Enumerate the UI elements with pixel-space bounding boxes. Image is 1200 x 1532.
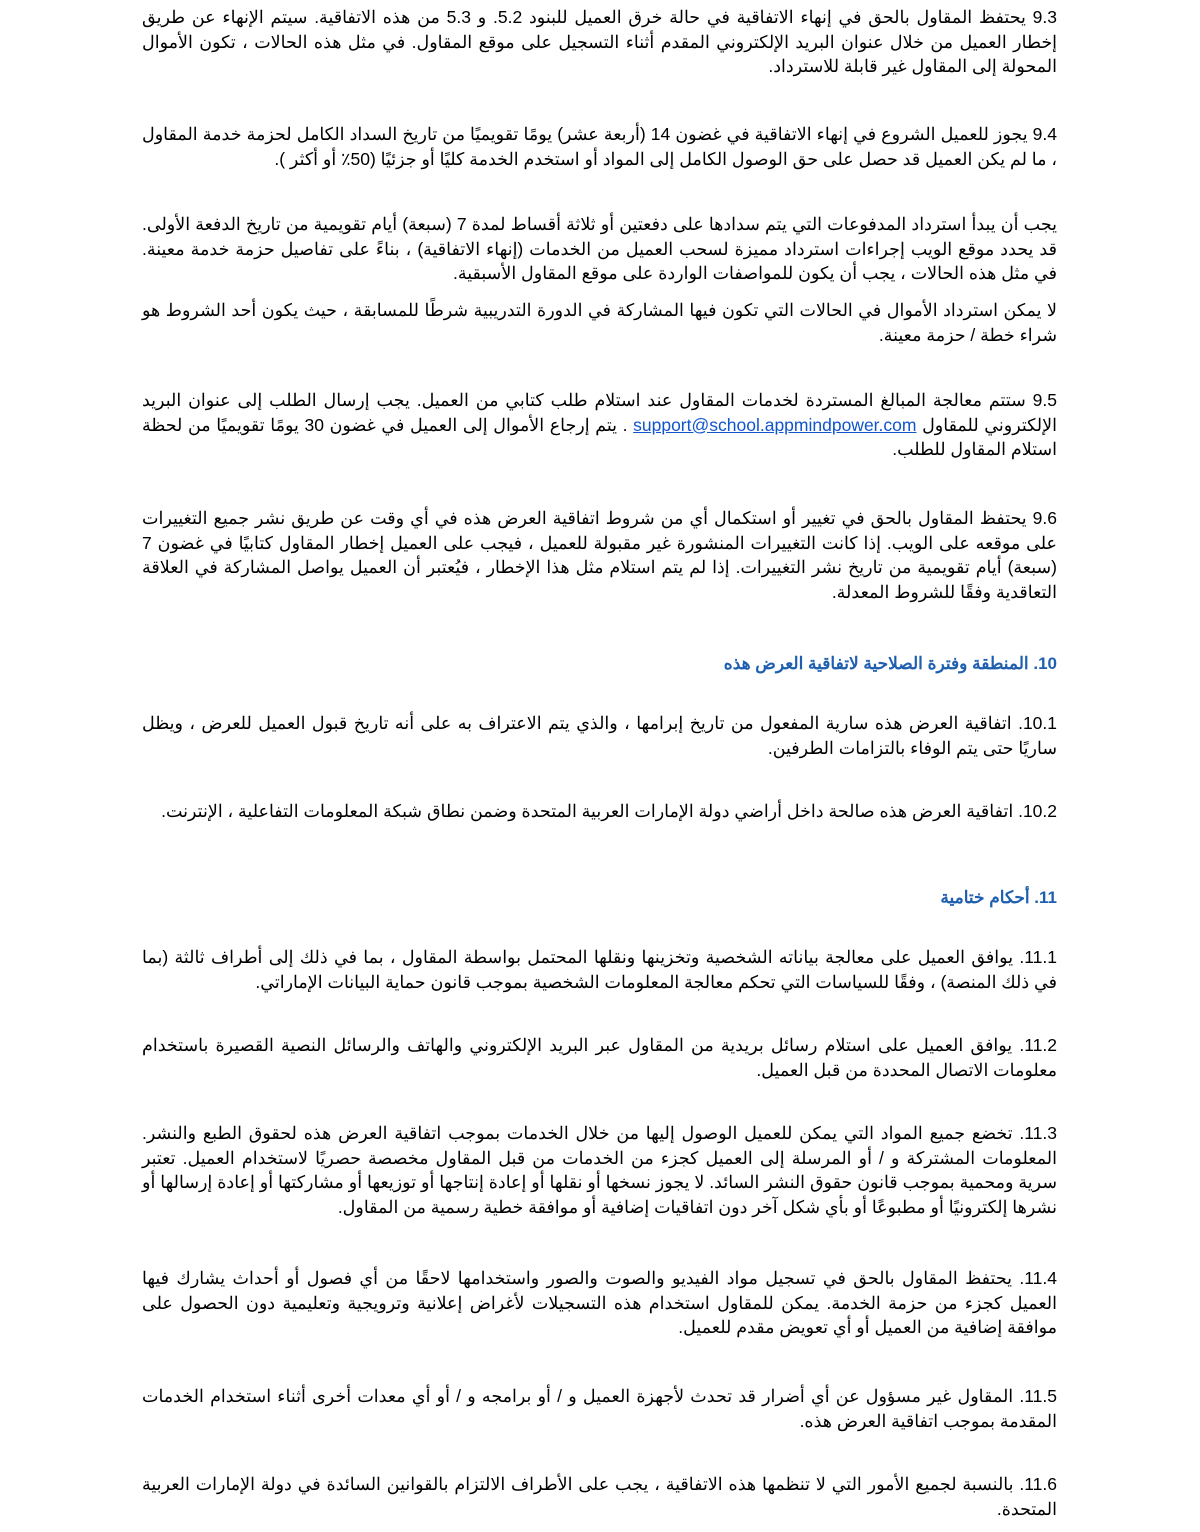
clause-10-2: 10.2. اتفاقية العرض هذه صالحة داخل أراضي دولة الإمارات العربية المتحدة وضمن نطاق شبكة المعلومات التفاعلية ، الإنترنت. xyxy=(161,801,1057,821)
clause-installments-refund: يجب أن يبدأ استرداد المدفوعات التي يتم سدادها على دفعتين أو ثلاثة أقساط لمدة 7 (سبعة) أيام تقويمية من تاريخ الدفعة الأولى. قد يحدد موقع الويب إجراءات استرداد مميزة لسحب العميل من الخدمات (إنهاء الاتفاقية) ، بناءً على تفاصيل حزمة خدمة معينة. في مثل هذه الحالات ، يجب أن يكون للمواصفات الواردة على موقع المقاول الأسبقية. xyxy=(142,214,1057,283)
clause-9-5 xyxy=(142,388,1057,462)
clause-11-6: 11.6. بالنسبة لجميع الأمور التي لا تنظمها هذه الاتفاقية ، يجب على الأطراف الالتزام بالقوانين السائدة في دولة الإمارات العربية المتحدة. xyxy=(142,1474,1057,1519)
support-email-link[interactable]: support@school.appmindpower.com xyxy=(633,414,917,435)
clause-10-1: 10.1. اتفاقية العرض هذه سارية المفعول من تاريخ إبرامها ، والذي يتم الاعتراف به على أنه تاريخ قبول العميل للعرض ، ويظل ساريًا حتى يتم الوفاء بالتزامات الطرفين. xyxy=(142,713,1057,758)
clause-9-4: 9.4 يجوز للعميل الشروع في إنهاء الاتفاقية في غضون 14 (أربعة عشر) يومًا تقويميًا من تاريخ السداد الكامل لحزمة خدمة المقاول ، ما لم يكن العميل قد حصل على حق الوصول الكامل إلى المواد أو استخدم الخدمة كليًا أو جزئيًا (50٪ أو أكثر ). xyxy=(142,124,1057,169)
clause-11-5: 11.5. المقاول غير مسؤول عن أي أضرار قد تحدث لأجهزة العميل و / أو برامجه و / أو أي معدات أخرى أثناء استخدام الخدمات المقدمة بموجب اتفاقية العرض هذه. xyxy=(142,1386,1057,1431)
section-11-heading: 11. أحكام ختامية xyxy=(940,888,1057,907)
clause-no-refund: لا يمكن استرداد الأموال في الحالات التي تكون فيها المشاركة في الدورة التدريبية شرطًا للمسابقة ، حيث يكون أحد الشروط هو شراء خطة / حزمة معينة. xyxy=(142,300,1057,345)
clause-9-5-text-end: . يتم إرجاع الأموال إلى العميل في غضون 30 يومًا تقويميًا من لحظة استلام المقاول للطلب. xyxy=(142,414,1057,459)
clause-11-3: 11.3. تخضع جميع المواد التي يمكن للعميل الوصول إليها من خلال الخدمات بموجب اتفاقية العرض هذه لحقوق الطبع والنشر. المعلومات المشتركة و / أو المرسلة إلى العميل كجزء من الخدمات من قبل المقاول مخصصة حصريًا لاستخدام العميل. تعتبر سرية ومحمية بموجب قانون حقوق النشر السائد. لا يجوز نسخها أو نقلها أو إعادة إنتاجها أو توزيعها أو مشاركتها أو إعادة إرسالها أو نشرها إلكترونيًا أو مطبوعًا أو بأي شكل آخر دون اتفاقيات إضافية أو موافقة خطية رسمية من المقاول. xyxy=(142,1123,1057,1217)
clause-11-1: 11.1. يوافق العميل على معالجة بياناته الشخصية وتخزينها ونقلها المحتمل بواسطة المقاول ، بما في ذلك إلى أطراف ثالثة (بما في ذلك المنصة) ، وفقًا للسياسات التي تحكم معالجة المعلومات الشخصية بموجب قانون حماية البيانات الإماراتي. xyxy=(142,947,1057,992)
clause-9-6: 9.6 يحتفظ المقاول بالحق في تغيير أو استكمال أي من شروط اتفاقية العرض هذه في أي وقت عن طريق نشر جميع التغييرات على موقعه على الويب. إذا كانت التغييرات المنشورة غير مقبولة للعميل ، فيجب على العميل إخطار المقاول كتابيًا في غضون 7 (سبعة) أيام تقويمية من تاريخ نشر التغييرات. إذا لم يتم استلام مثل هذا الإخطار ، فيُعتبر أن العميل يواصل المشاركة في العلاقة التعاقدية وفقًا للشروط المعدلة. xyxy=(142,508,1057,602)
clause-11-4: 11.4. يحتفظ المقاول بالحق في تسجيل مواد الفيديو والصوت والصور واستخدامها لاحقًا من أي فصول أو أحداث يشارك فيها العميل كجزء من حزمة الخدمة. يمكن للمقاول استخدام هذه التسجيلات لأغراض إعلانية وترويجية وتعليمية دون الحصول على موافقة إضافية من العميل أو أي تعويض مقدم للعميل. xyxy=(142,1268,1057,1337)
clause-9-5-text-start: 9.5 ستتم معالجة المبالغ المستردة لخدمات المقاول عند استلام طلب كتابي من العميل. يجب إرسال الطلب إلى عنوان البريد الإلكتروني للمقاول xyxy=(142,390,1057,435)
clause-11-2: 11.2. يوافق العميل على استلام رسائل بريدية من المقاول عبر البريد الإلكتروني والهاتف والرسائل النصية القصيرة باستخدام معلومات الاتصال المحددة من قبل العميل. xyxy=(142,1035,1057,1080)
clause-9-3: 9.3 يحتفظ المقاول بالحق في إنهاء الاتفاقية في حالة خرق العميل للبنود 5.2. و 5.3 من هذه الاتفاقية. سيتم الإنهاء عن طريق إخطار العميل من خلال عنوان البريد الإلكتروني المقدم أثناء التسجيل على موقع المقاول. في مثل هذه الحالات ، تكون الأموال المحولة إلى المقاول غير قابلة للاسترداد. xyxy=(142,7,1057,76)
section-10-heading: 10. المنطقة وفترة الصلاحية لاتفاقية العرض هذه xyxy=(723,654,1057,673)
